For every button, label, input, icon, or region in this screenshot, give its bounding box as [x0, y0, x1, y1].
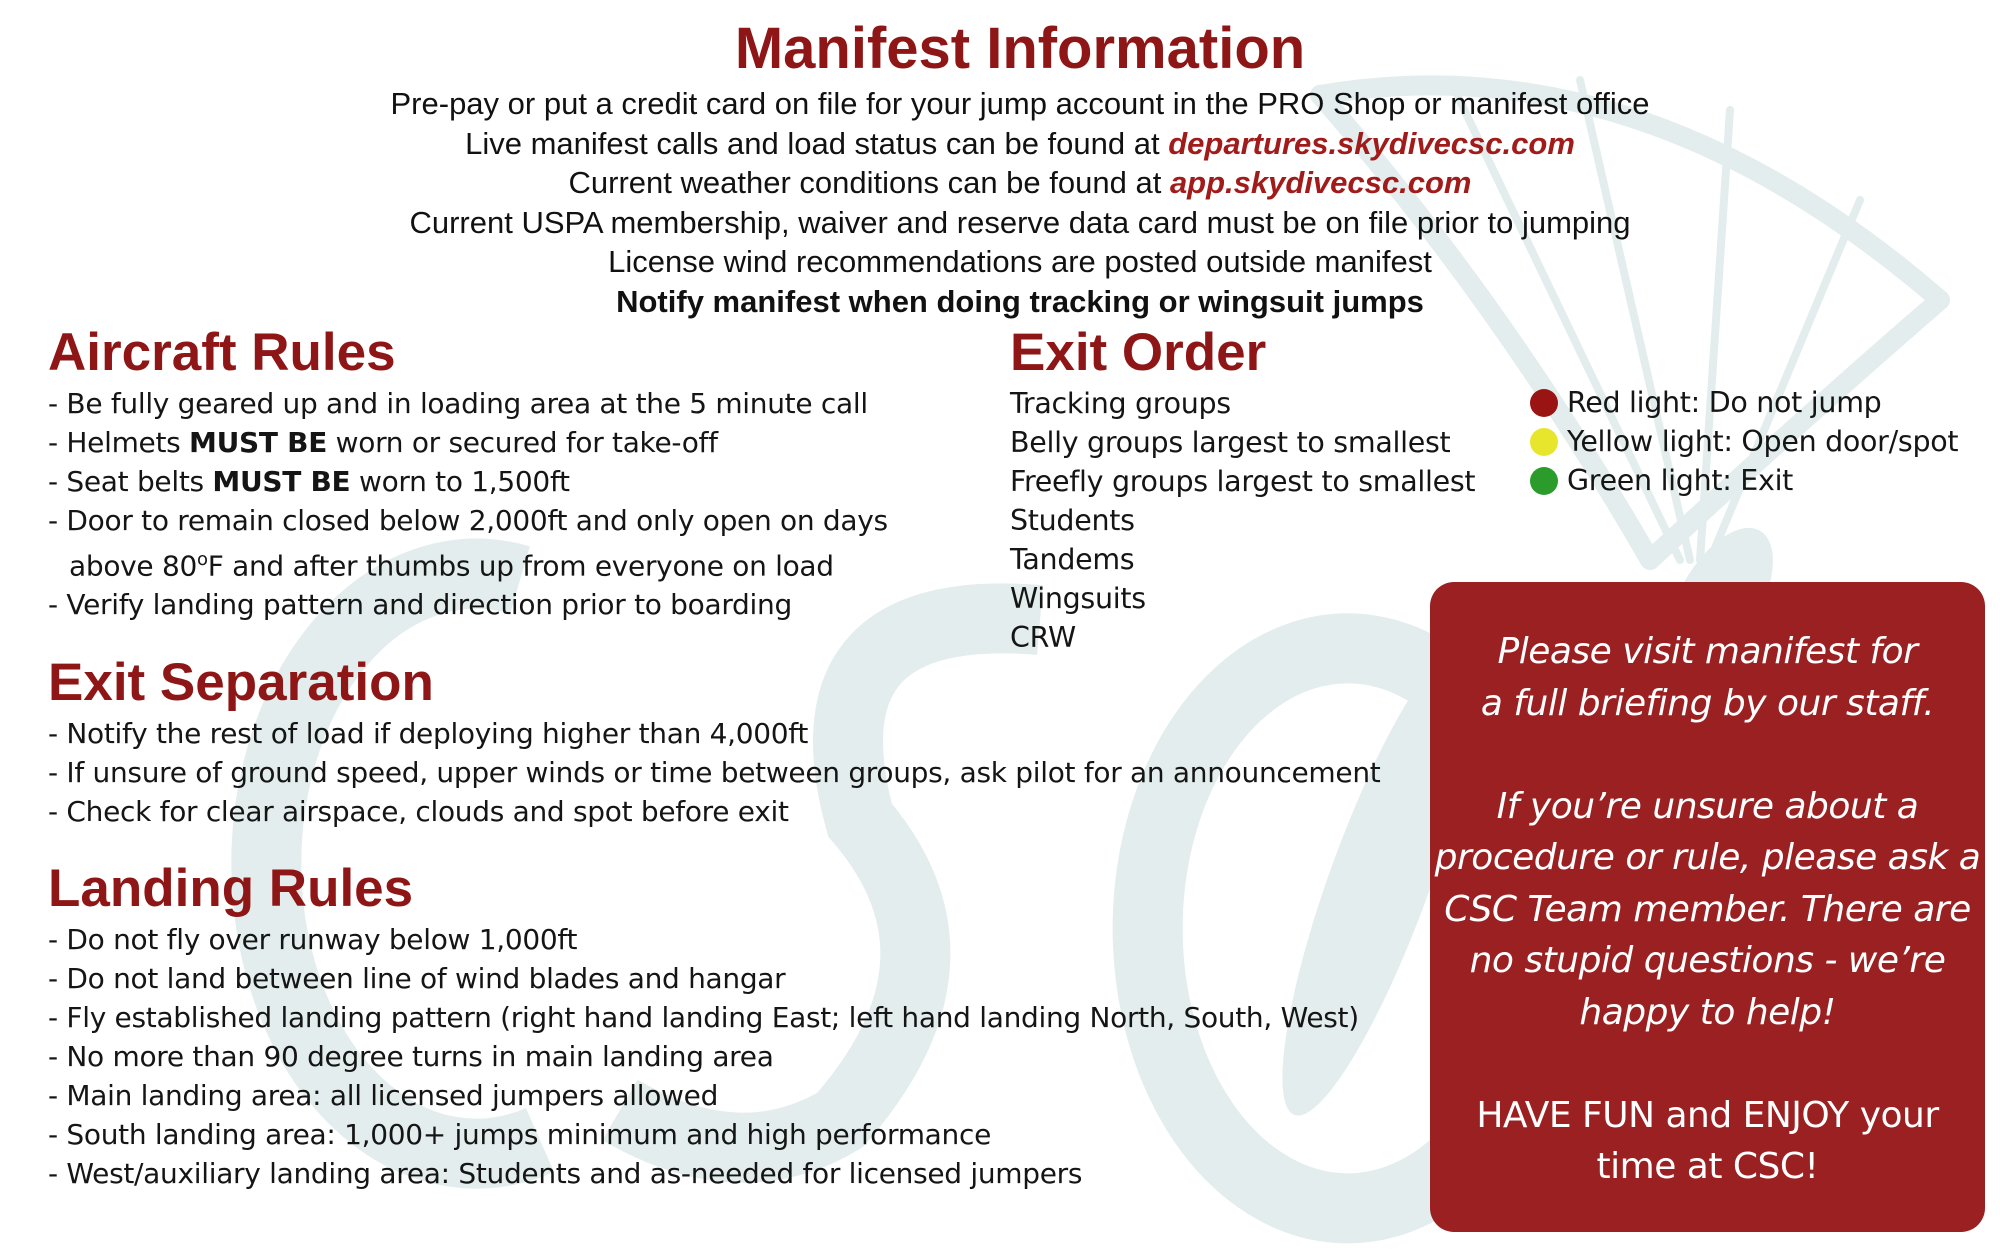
exit-order-title: Exit Order	[1010, 323, 1267, 382]
aircraft-rule-continued	[48, 540, 888, 585]
rule-text: above 80	[69, 549, 197, 583]
exit-order-item: Tandems	[1010, 543, 1135, 576]
rule-text: - Helmets	[48, 426, 190, 459]
landing-rules-title: Landing Rules	[48, 859, 414, 918]
landing-rule: - Do not fly over runway below 1,000ft	[48, 923, 578, 956]
departures-prefix: Live manifest calls and load status can be found at	[465, 125, 1169, 161]
exit-order-item: Belly groups largest to smallest	[1010, 426, 1451, 459]
page-title: Manifest Information	[734, 16, 1306, 81]
exit-separation-section	[48, 652, 1380, 831]
landing-rule: - No more than 90 degree turns in main landing area	[48, 1040, 774, 1073]
rule-text: worn to 1,500ft	[350, 465, 570, 498]
green-light-row	[1530, 461, 1958, 500]
aircraft-rules-section	[48, 322, 888, 624]
exit-order-item: Tracking groups	[1010, 387, 1231, 420]
separation-rule: - If unsure of ground speed, upper winds or time between groups, ask pilot for an announcement	[48, 756, 1381, 789]
callout-line: happy to help!	[1579, 991, 1836, 1033]
rule-text: F and after thumbs up from everyone on load	[207, 549, 834, 583]
callout-line: a full briefing by our staff.	[1480, 682, 1935, 724]
departures-link[interactable]: departures.skydivecsc.com	[1168, 125, 1575, 161]
aircraft-rule	[48, 462, 888, 501]
callout-line: no stupid questions - we’re	[1469, 940, 1946, 981]
rule-emphasis: MUST BE	[212, 465, 351, 498]
landing-rule: - West/auxiliary landing area: Students and as-needed for licensed jumpers	[48, 1157, 1083, 1190]
landing-rule: - Fly established landing pattern (right hand landing East; left hand landing North, South, West)	[48, 1001, 1359, 1034]
aircraft-rules-title: Aircraft Rules	[48, 323, 396, 382]
header-line-prepay: Pre-pay or put a credit card on file for your jump account in the PRO Shop or manifest office	[390, 86, 1650, 121]
degree-mark: o	[197, 549, 208, 570]
header-line-uspa: Current USPA membership, waiver and reserve data card must be on file prior to jumping	[409, 204, 1631, 240]
callout-spacer	[1430, 1038, 1985, 1090]
exit-order-item: CRW	[1010, 621, 1076, 654]
callout-line: HAVE FUN and ENJOY your	[1476, 1094, 1939, 1136]
exit-order-item: Wingsuits	[1010, 582, 1146, 615]
yellow-light-label: Yellow light: Open door/spot	[1567, 425, 1959, 458]
yellow-light-row	[1530, 422, 1958, 461]
landing-rule: - Main landing area: all licensed jumpers allowed	[48, 1079, 719, 1112]
callout-line: CSC Team member. There are	[1444, 888, 1971, 930]
header-line-license-wind: License wind recommendations are posted outside manifest	[608, 244, 1432, 279]
exit-order-item: Students	[1010, 504, 1135, 537]
green-light-label: Green light: Exit	[1567, 464, 1794, 497]
jump-lights-legend	[1530, 383, 1958, 500]
red-light-row	[1530, 383, 1958, 422]
callout-spacer	[1430, 729, 1985, 781]
landing-rule: - South landing area: 1,000+ jumps minimum and high performance	[48, 1118, 992, 1151]
separation-rule: - Check for clear airspace, clouds and spot before exit	[48, 795, 789, 828]
green-light-icon	[1530, 467, 1558, 495]
exit-separation-title: Exit Separation	[48, 653, 434, 712]
separation-rule: - Notify the rest of load if deploying higher than 4,000ft	[48, 717, 809, 750]
aircraft-rule	[48, 423, 888, 462]
exit-order-section	[1010, 322, 1475, 657]
rule-text: worn or secured for take-off	[327, 426, 718, 459]
header-line-weather	[0, 163, 2000, 203]
callout-line: If you’re unsure about a	[1496, 785, 1919, 827]
yellow-light-icon	[1530, 428, 1558, 456]
rule-emphasis: MUST BE	[189, 426, 328, 459]
aircraft-rule: - Be fully geared up and in loading area at the 5 minute call	[48, 387, 868, 420]
red-light-icon	[1530, 389, 1558, 417]
weather-prefix: Current weather conditions can be found at	[568, 165, 1170, 200]
landing-rule: - Do not land between line of wind blades and hangar	[48, 962, 786, 995]
header-line-notify: Notify manifest when doing tracking or wingsuit jumps	[616, 283, 1424, 319]
red-light-label: Red light: Do not jump	[1567, 386, 1882, 419]
briefing-callout-box	[1430, 582, 1985, 1232]
callout-line: time at CSC!	[1596, 1146, 1819, 1187]
callout-line: procedure or rule, please ask a	[1434, 837, 1981, 878]
aircraft-rule: - Verify landing pattern and direction prior to boarding	[48, 588, 792, 622]
weather-link[interactable]: app.skydivecsc.com	[1169, 165, 1472, 200]
header-line-departures	[0, 124, 2000, 164]
landing-rules-section	[48, 858, 1359, 1193]
aircraft-rule: - Door to remain closed below 2,000ft and only open on days	[48, 504, 888, 537]
manifest-information-header	[0, 14, 2000, 321]
rule-text: - Seat belts	[48, 465, 213, 498]
exit-order-item: Freefly groups largest to smallest	[1010, 465, 1476, 498]
callout-line: Please visit manifest for	[1497, 631, 1918, 672]
